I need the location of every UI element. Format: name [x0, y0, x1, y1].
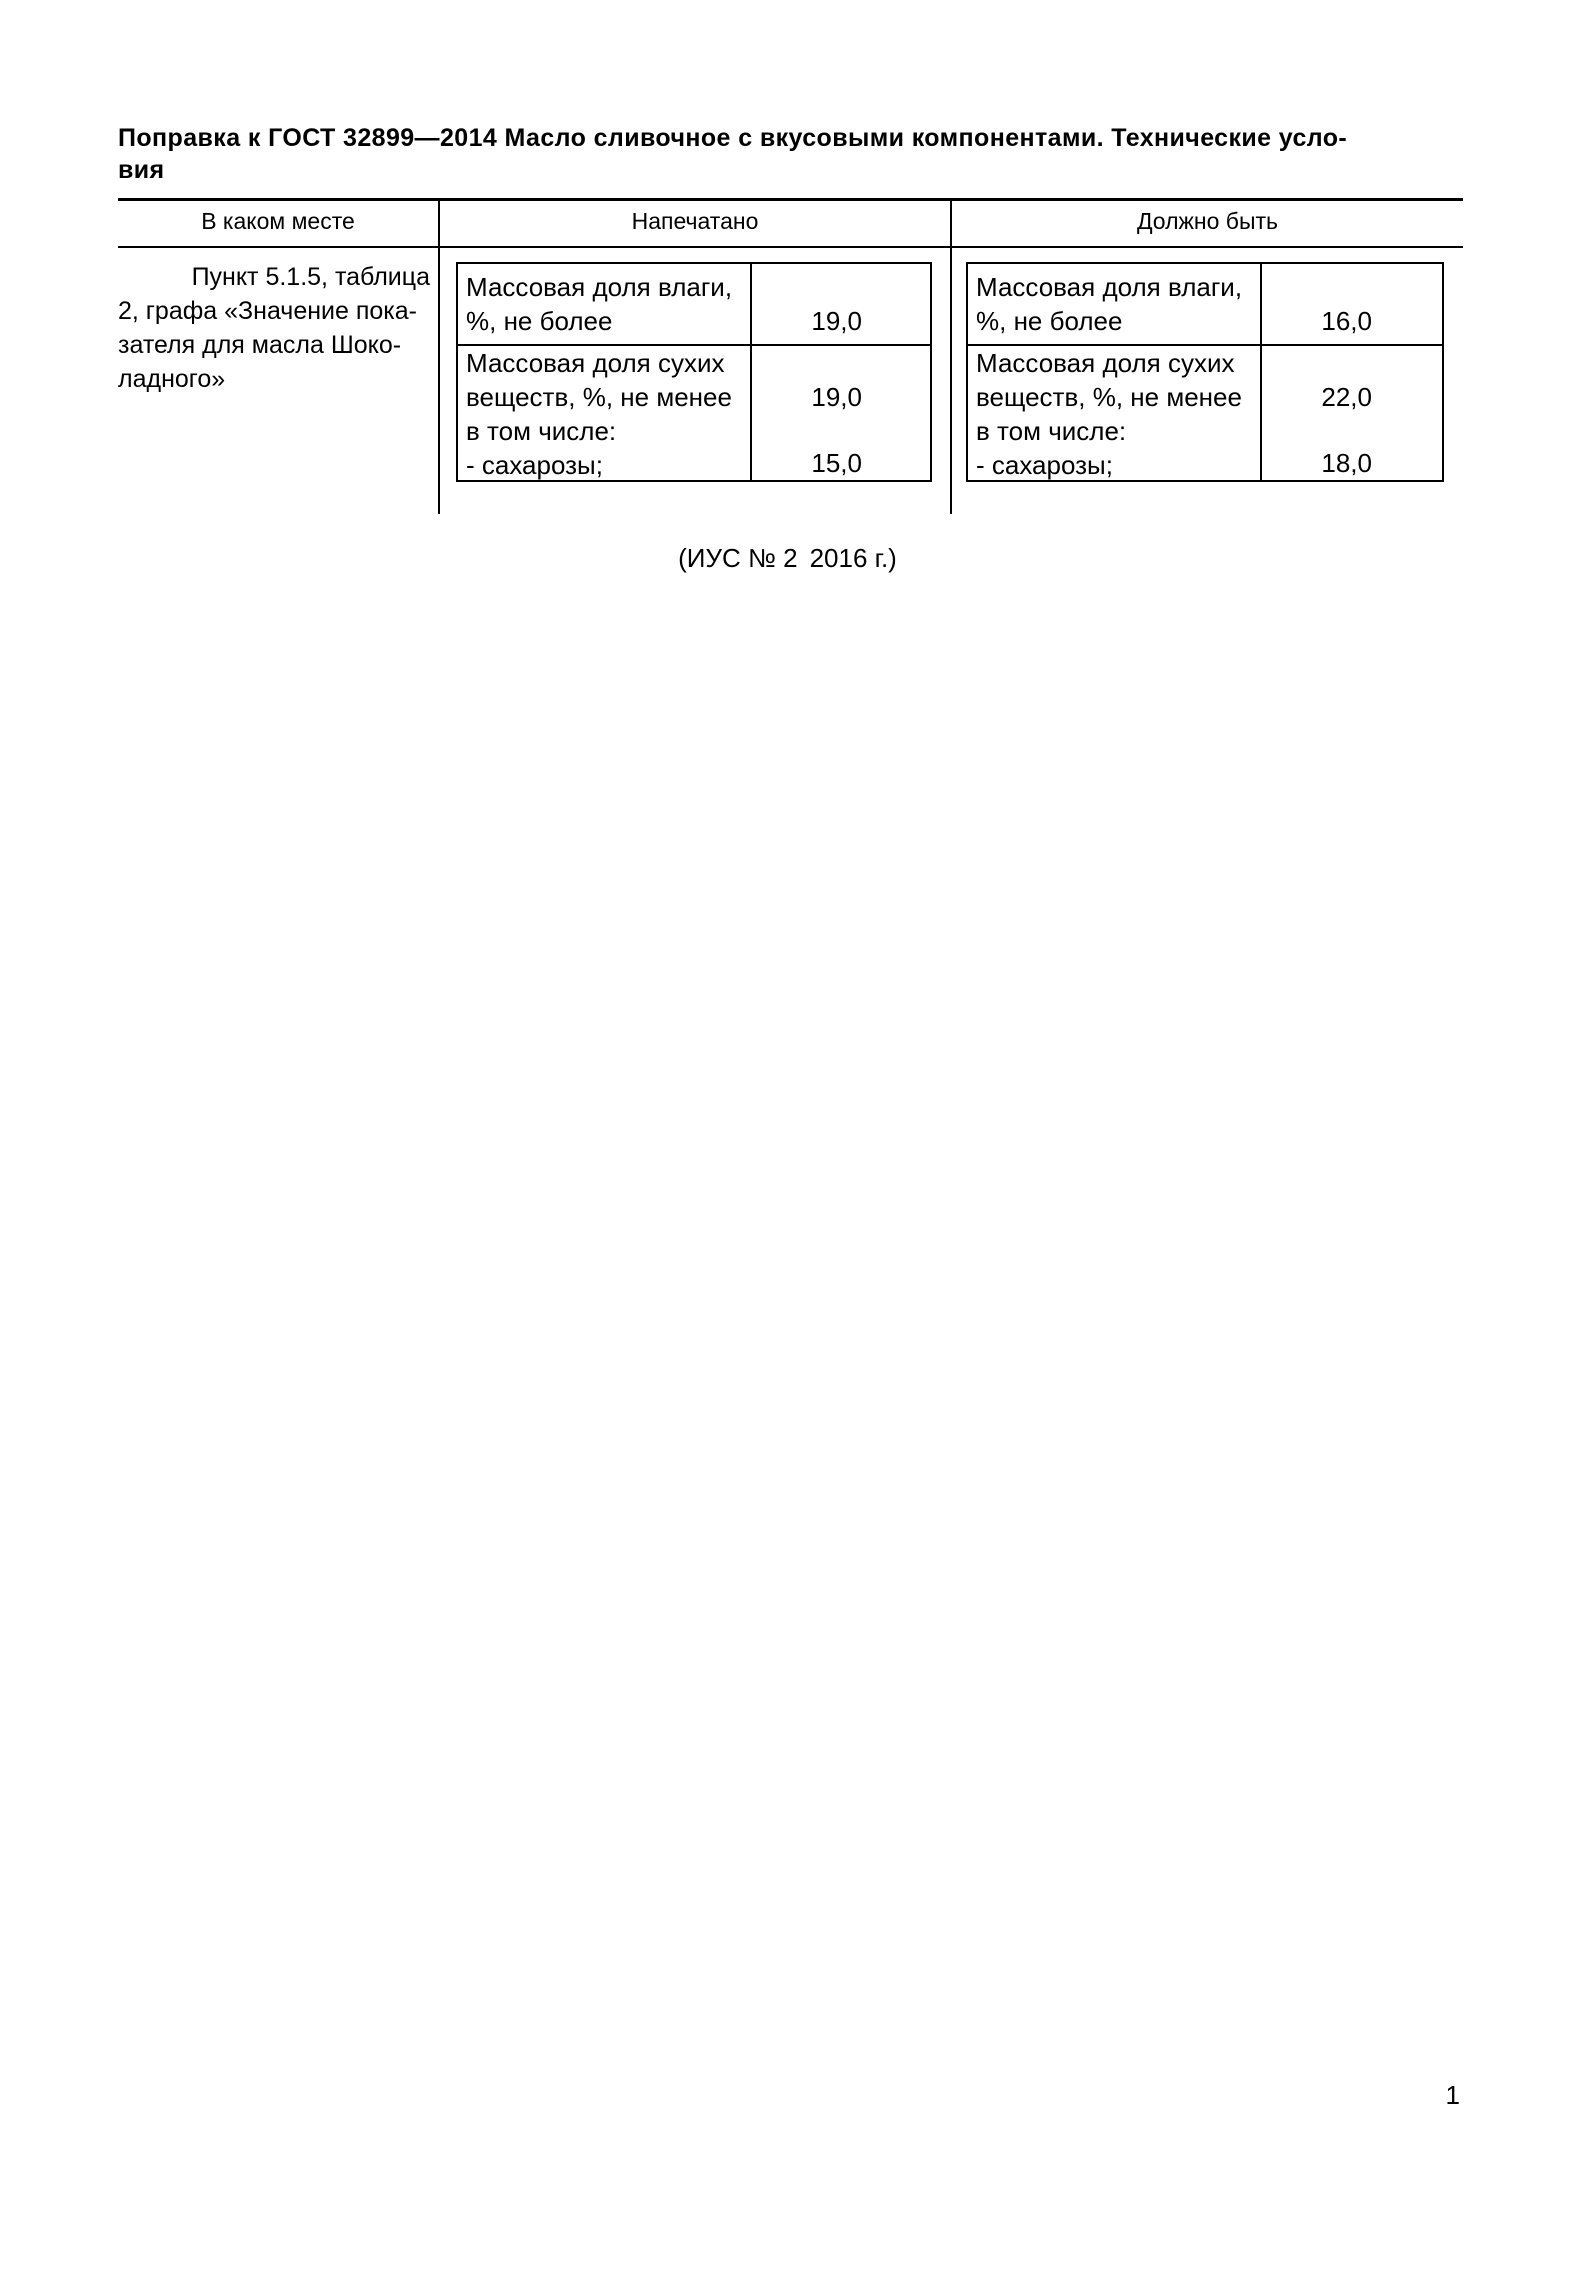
- document-title-line1: Поправка к ГОСТ 32899—2014 Масло сливочное с вкусовыми компонентами. Технические усло-: [118, 124, 1348, 152]
- table-header-rule: [118, 246, 1463, 248]
- table-top-rule: [118, 198, 1463, 201]
- should-be-solids-row: [968, 344, 1442, 482]
- printed-solids-label: Массовая доля сухих веществ, %, не менее в том числе: - сахарозы;: [466, 348, 732, 480]
- source-reference-year: 2016 г.): [809, 543, 897, 573]
- should-be-solids-value: 22,0: [1321, 382, 1372, 412]
- table-column-divider-1: [438, 200, 440, 514]
- column-header-where: В каком месте: [201, 208, 355, 234]
- printed-solids-value: 19,0: [811, 382, 862, 412]
- printed-inner-divider: [750, 344, 752, 482]
- where-line: 2, графа «Значение пока-: [118, 297, 418, 325]
- page-number: 1: [1445, 2080, 1460, 2110]
- should-be-moisture-value: 16,0: [1321, 306, 1372, 336]
- should-be-inner-table: [966, 262, 1444, 482]
- column-header-printed: Напечатано: [631, 208, 759, 234]
- should-be-inner-divider: [1260, 344, 1262, 482]
- printed-sucrose-value: 15,0: [811, 448, 862, 478]
- where-line: ладного»: [118, 365, 226, 393]
- document-title-line2: вия: [118, 156, 165, 184]
- source-reference: [0, 541, 1575, 575]
- should-be-moisture-row: [968, 264, 1442, 346]
- document-title: [118, 122, 1463, 186]
- printed-inner-divider: [750, 264, 752, 344]
- source-reference-issue: (ИУС № 2: [678, 543, 798, 573]
- column-header-should-be: Должно быть: [1136, 208, 1279, 234]
- where-line: Пункт 5.1.5, таблица: [191, 263, 430, 291]
- table-column-divider-2: [950, 200, 952, 514]
- printed-moisture-row: [458, 264, 930, 346]
- where-cell: [118, 260, 430, 396]
- where-line: зателя для масла Шоко-: [118, 331, 402, 359]
- printed-solids-row: [458, 344, 930, 482]
- should-be-inner-divider: [1260, 264, 1262, 344]
- should-be-sucrose-value: 18,0: [1321, 448, 1372, 478]
- printed-moisture-value: 19,0: [811, 306, 862, 336]
- printed-moisture-label: Массовая доля влаги, %, не более: [466, 272, 733, 336]
- should-be-solids-label: Массовая доля сухих веществ, %, не менее в том числе: - сахарозы;: [976, 348, 1242, 480]
- should-be-moisture-label: Массовая доля влаги, %, не более: [976, 272, 1243, 336]
- printed-inner-table: [456, 262, 932, 482]
